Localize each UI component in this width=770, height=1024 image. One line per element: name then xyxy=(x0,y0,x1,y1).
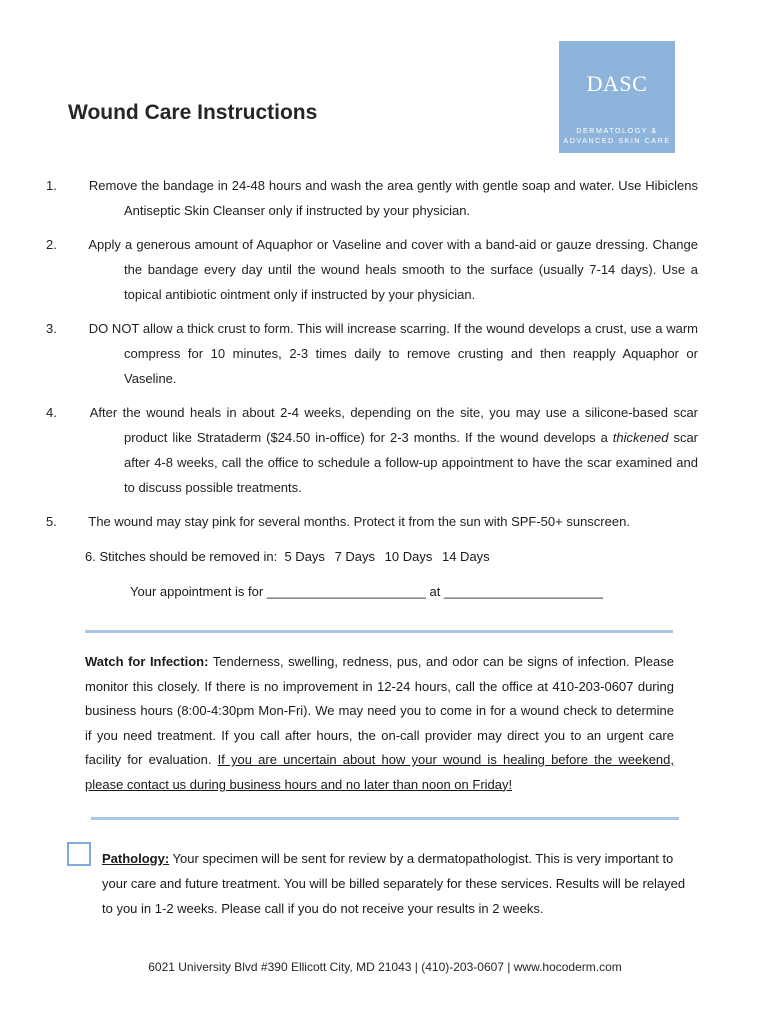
stitches-label: 6. Stitches should be removed in: xyxy=(85,549,278,564)
appointment-line xyxy=(130,579,603,604)
instruction-item-2: 2. Apply a generous amount of Aquaphor or Vaseline and cover with a band-aid or gauze dressing. Change the bandage every day until the wound heals smooth to the surface (usually 7-14 days). Use a topical antibiotic ointment only if instructed by your physician. xyxy=(46,237,698,302)
instruction-text: DO NOT allow a thick crust to form. This will increase scarring. If the wound develops a crust, use a warm compress for 10 minutes, 2-3 times daily to remove crusting and then reapply Aquaphor or Vaseline. xyxy=(88,321,698,386)
logo-subtitle-line1: DERMATOLOGY & xyxy=(576,126,658,135)
stitch-option-14-days: 14 Days xyxy=(441,549,490,564)
stitch-option-10-days: 10 Days xyxy=(384,549,433,564)
instruction-text: The wound may stay pink for several months. Protect it from the sun with SPF-50+ sunscreen. xyxy=(88,514,630,529)
instruction-item-1: 1. Remove the bandage in 24-48 hours and wash the area gently with gentle soap and water. Use Hibiclens Antiseptic Skin Cleanser only if instructed by your physician. xyxy=(46,178,698,218)
page-title: Wound Care Instructions xyxy=(68,101,318,124)
logo-abbr: DASC xyxy=(586,71,648,96)
stitch-option-7-days: 7 Days xyxy=(334,549,376,564)
instruction-item-3: 3. DO NOT allow a thick crust to form. This will increase scarring. If the wound develops a crust, use a warm compress for 10 minutes, 2-3 times daily to remove crusting and then reapply Aquaphor or Vaseline. xyxy=(46,321,698,386)
stitch-option-5-days: 5 Days xyxy=(284,549,325,564)
instruction-item-5: 5. The wound may stay pink for several months. Protect it from the sun with SPF-50+ sunscreen. xyxy=(46,514,630,529)
appointment-date-blank: ______________________ xyxy=(266,584,426,599)
infection-text: Tenderness, swelling, redness, pus, and odor can be signs of infection. Please monitor this closely. If there is no improvement in 12-24 hours, call the office at 410-203-0607 during business hours (8:00-4:30pm Mon-Fri). We may need you to come in for a wound check to determine if you need treatment. If you call after hours, the on-call provider may direct you to an urgent care facility for evaluation. xyxy=(85,654,674,767)
instruction-item-4: 4. After the wound heals in about 2-4 weeks, depending on the site, you may use a silicone-based scar product like Strataderm ($24.50 in-office) for 2-3 months. If the wound develops a thickened scar after 4-8 weeks, call the office to schedule a follow-up appointment to have the scar examined and to discuss possible treatments. xyxy=(46,405,699,495)
infection-label: Watch for Infection: xyxy=(85,654,209,669)
appointment-at: at xyxy=(429,584,441,599)
instruction-emphasis: thickened xyxy=(612,430,669,445)
logo-subtitle-line2: ADVANCED SKIN CARE xyxy=(563,136,671,145)
instruction-text-after: scar after 4-8 weeks, call the office to schedule a follow-up appointment to have the scar examined and to discuss possible treatments. xyxy=(124,430,699,495)
section-divider-2 xyxy=(91,817,679,820)
infection-paragraph xyxy=(85,650,674,797)
instruction-text: Remove the bandage in 24-48 hours and wash the area gently with gentle soap and water. Use Hibiclens Antiseptic Skin Cleanser only if instructed by your physician. xyxy=(88,178,698,218)
section-divider-1 xyxy=(85,630,673,633)
pathology-paragraph xyxy=(102,846,692,921)
appointment-prefix: Your appointment is for xyxy=(130,584,264,599)
pathology-text: Your specimen will be sent for review by a dermatopathologist. This is very important to your care and future treatment. You will be billed separately for these services. Results will be relayed to you in 1-2 weeks. Please call if you do not receive your results in 2 weeks. xyxy=(102,851,686,916)
instruction-text: Apply a generous amount of Aquaphor or Vaseline and cover with a band-aid or gauze dressing. Change the bandage every day until the wound heals smooth to the surface (usually 7-14 days). Use a topical antibiotic ointment only if instructed by your physician. xyxy=(88,237,698,302)
infection-underlined-notice: If you are uncertain about how your wound is healing before the weekend, please contact us during business hours and no later than noon on Friday! xyxy=(85,752,674,792)
footer-contact: 6021 University Blvd #390 Ellicott City, MD 21043 | (410)-203-0607 | www.hocoderm.com xyxy=(148,960,622,974)
pathology-label: Pathology: xyxy=(102,851,170,866)
appointment-time-blank: ______________________ xyxy=(444,584,604,599)
pathology-checkbox[interactable] xyxy=(67,842,91,866)
dasc-logo xyxy=(559,41,675,153)
instruction-text-before: After the wound heals in about 2-4 weeks, depending on the site, you may use a silicone-based scar product like Strataderm ($24.50 in-office) for 2-3 months. If the wound develops a xyxy=(89,405,699,445)
stitches-line xyxy=(85,544,496,569)
